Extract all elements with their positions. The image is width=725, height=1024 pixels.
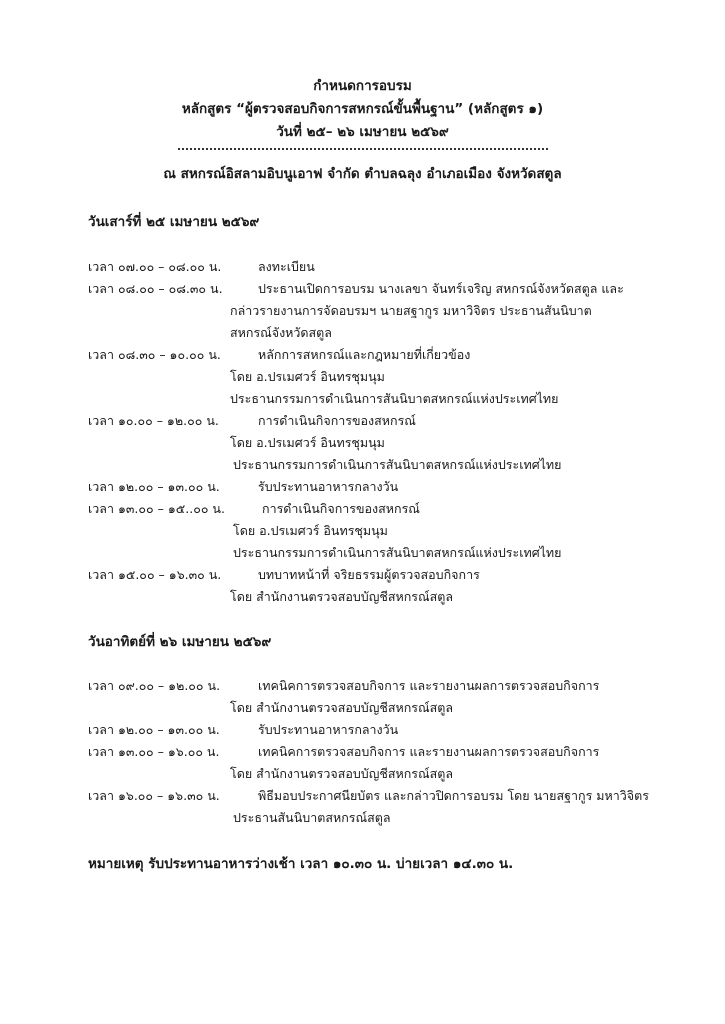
schedule-time: เวลา ๐๘.๓๐ – ๑๐.๐๐ น. [88,347,221,362]
day1-title: วันเสาร์ที่ ๒๕ เมษายน ๒๕๖๙ [88,214,260,230]
course-dates: วันที่ ๒๕– ๒๖ เมษายน ๒๕๖๙ [276,124,449,140]
schedule-time: เวลา ๑๓.๐๐ – ๑๖.๐๐ น. [88,744,220,759]
schedule-line: พิธีมอบประกาศนียบัตร และกล่าวปิดการอบรม โดย นายสฐากูร มหาวิจิตร [258,788,649,803]
schedule-line: ประธานเปิดการอบรม นางเลขา จันทร์เจริญ สหกรณ์จังหวัดสตูล และ [258,281,624,296]
schedule-time: เวลา ๑๒.๐๐ – ๑๓.๐๐ น. [88,722,220,737]
venue: ณ สหกรณ์อิสลามอิบนูเอาฟ จำกัด ตำบลฉลุง อำเภอเมือง จังหวัดสตูล [163,166,562,182]
schedule-line: สหกรณ์จังหวัดสตูล [230,325,332,340]
schedule-line: โดย สำนักงานตรวจสอบบัญชีสหกรณ์สตูล [230,766,454,781]
schedule-line: รับประทานอาหารกลางวัน [258,479,399,494]
schedule-time: เวลา ๐๗.๐๐ – ๐๘.๐๐ น. [88,259,222,274]
course-title: หลักสูตร “ผู้ตรวจสอบกิจการสหกรณ์ขั้นพื้นฐาน” (หลักสูตร ๑) [181,101,544,117]
schedule-line: ประธานกรรมการดำเนินการสันนิบาตสหกรณ์แห่งประเทศไทย [230,391,559,406]
schedule-line: หลักการสหกรณ์และกฎหมายที่เกี่ยวข้อง [258,347,471,362]
schedule-line: การดำเนินกิจการของสหกรณ์ [258,413,416,428]
schedule-line: บทบาทหน้าที่ จริยธรรมผู้ตรวจสอบกิจการ [258,567,480,582]
schedule-line: ลงทะเบียน [258,259,315,274]
schedule-line: ประธานสันนิบาตสหกรณ์สตูล [233,810,391,825]
doc-title: กำหนดการอบรม [313,78,412,94]
schedule-line: กล่าวรายงานการจัดอบรมฯ นายสฐากูร มหาวิจิตร ประธานสันนิบาต [230,303,592,318]
schedule-line: ประธานกรรมการดำเนินการสันนิบาตสหกรณ์แห่งประเทศไทย [233,457,562,472]
schedule-line: รับประทานอาหารกลางวัน [258,722,399,737]
schedule-time: เวลา ๐๙.๐๐ – ๑๒.๐๐ น. [88,678,221,693]
schedule-time: เวลา ๑๖.๐๐ – ๑๖.๓๐ น. [88,788,220,803]
schedule-line: โดย อ.ปรเมศวร์ อินทรชุมนุม [233,523,388,538]
schedule-line: โดย สำนักงานตรวจสอบบัญชีสหกรณ์สตูล [230,700,454,715]
schedule-time: เวลา ๑๓.๐๐ – ๑๕..๐๐ น. [88,501,225,516]
schedule-line: โดย อ.ปรเมศวร์ อินทรชุมนุม [230,435,385,450]
schedule-time: เวลา ๐๘.๐๐ – ๐๘.๓๐ น. [88,281,223,296]
schedule-line: เทคนิคการตรวจสอบกิจการ และรายงานผลการตรวจสอบกิจการ [258,744,600,759]
footnote: หมายเหตุ รับประทานอาหารว่างเช้า เวลา ๑๐.๓๐ น. บ่ายเวลา ๑๔.๓๐ น. [88,856,514,872]
schedule-line: การดำเนินกิจการของสหกรณ์ [262,501,420,516]
schedule-time: เวลา ๑๕.๐๐ – ๑๖.๓๐ น. [88,567,222,582]
schedule-line: โดย สำนักงานตรวจสอบบัญชีสหกรณ์สตูล [230,589,454,604]
schedule-line: โดย อ.ปรเมศวร์ อินทรชุมนุม [230,369,385,384]
schedule-time: เวลา ๑๒.๐๐ – ๑๓.๐๐ น. [88,479,220,494]
schedule-line: เทคนิคการตรวจสอบกิจการ และรายงานผลการตรวจสอบกิจการ [258,678,600,693]
schedule-line: ประธานกรรมการดำเนินการสันนิบาตสหกรณ์แห่งประเทศไทย [233,545,562,560]
dotted-separator [178,148,548,150]
schedule-time: เวลา ๑๐.๐๐ – ๑๒.๐๐ น. [88,413,219,428]
day2-title: วันอาทิตย์ที่ ๒๖ เมษายน ๒๕๖๙ [88,634,272,650]
